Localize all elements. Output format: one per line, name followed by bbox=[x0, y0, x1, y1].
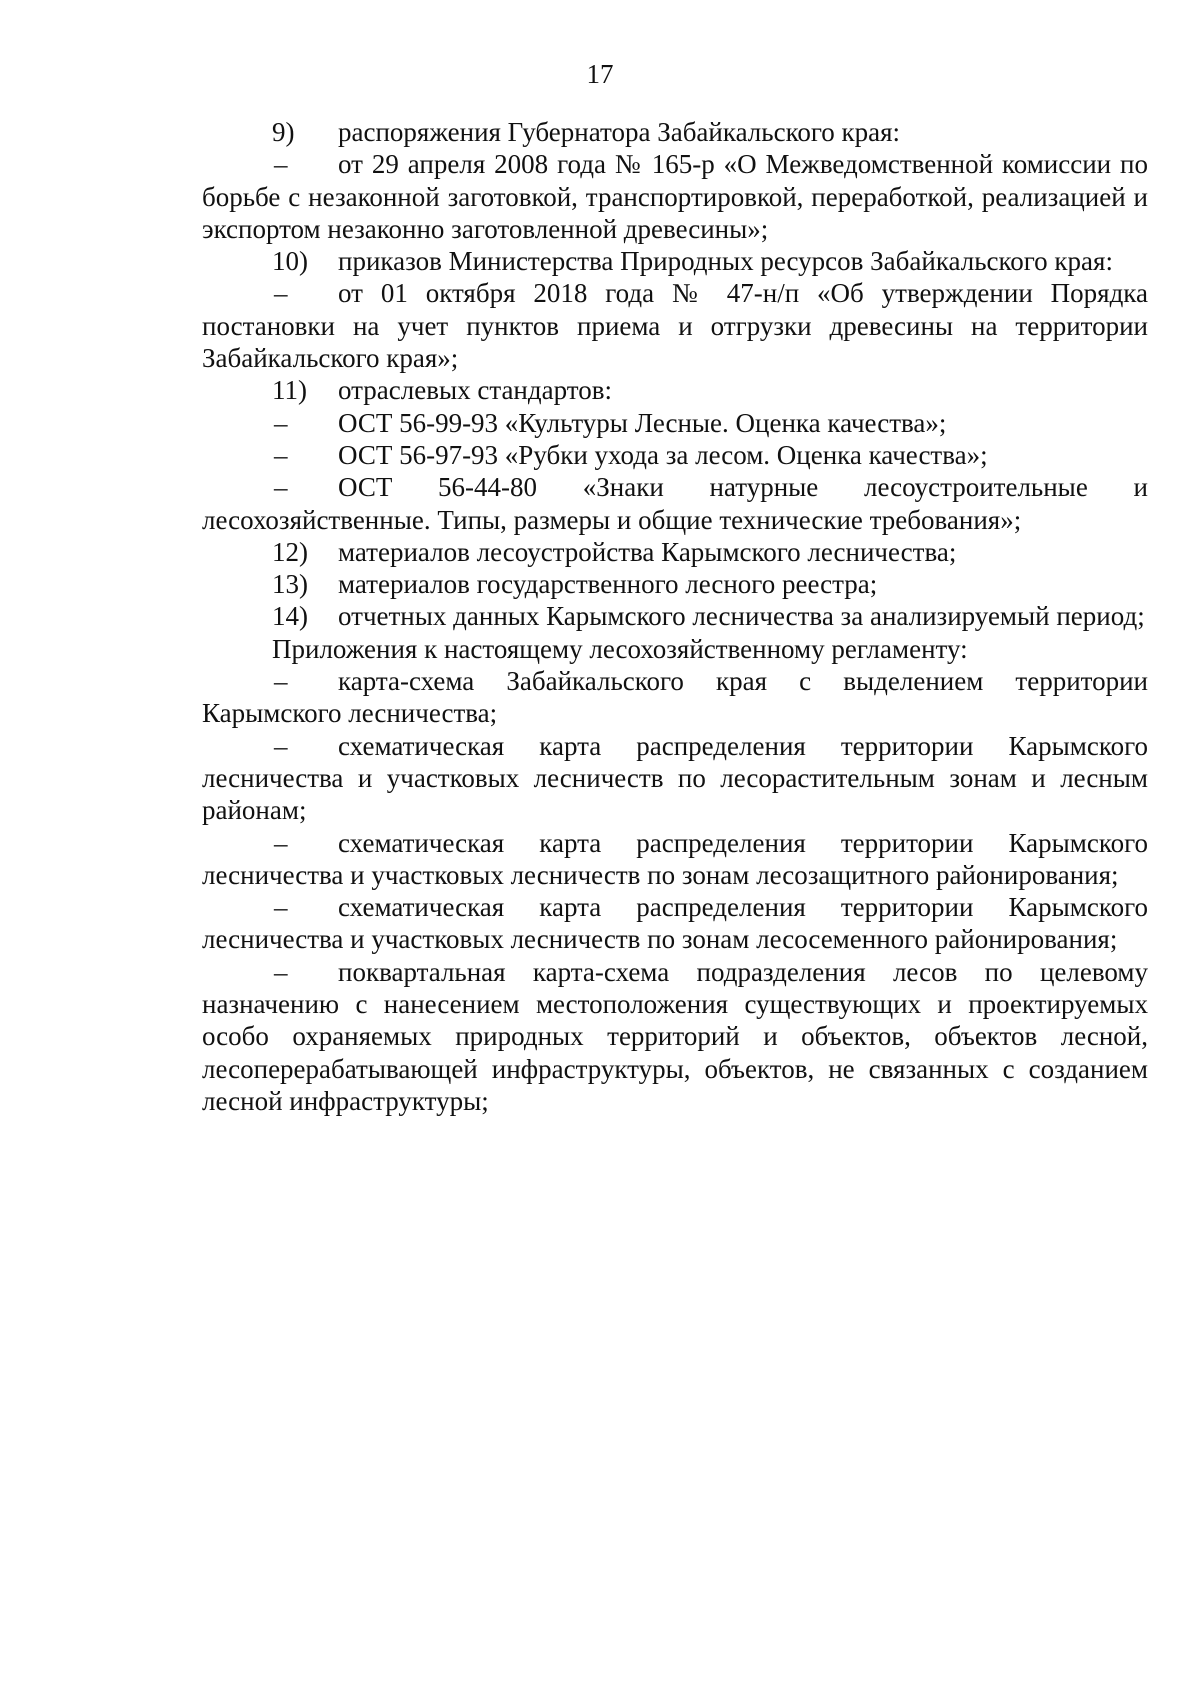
dash-marker: – bbox=[274, 827, 288, 858]
list-item-11 bbox=[202, 374, 1148, 406]
list-item-14 bbox=[202, 600, 1148, 632]
item-text: материалов государственного лесного реестра; bbox=[338, 569, 878, 600]
page-number: 17 bbox=[586, 59, 614, 89]
list-item-10 bbox=[202, 245, 1148, 277]
item-text: ОСТ 56-99-93 «Культуры Лесные. Оценка качества»; bbox=[338, 407, 947, 438]
dash-marker: – bbox=[274, 730, 288, 761]
item-marker: 12) bbox=[272, 536, 308, 567]
item-text: поквартальная карта-схема подразделения лесов по целевому назначению с нанесением местоположения существующих и проектируемых особо охраняемых природных территорий и объектов, объектов лесной, лесоперерабатывающей инфраструктуры, объектов, не связанных с созданием лесной инфраструктуры; bbox=[202, 956, 1148, 1116]
item-text: схематическая карта распределения территории Карымского лесничества и участковых лесничеств по зонам лесосеменного районирования; bbox=[202, 892, 1148, 955]
item-text: от 29 апреля 2008 года № 165-р «О Межведомственной комиссии по борьбе с незаконной заготовкой, транспортировкой, переработкой, реализацией и экспортом незаконно заготовленной древесины»; bbox=[202, 149, 1148, 244]
item-text: отраслевых стандартов: bbox=[338, 375, 612, 406]
item-marker: 14) bbox=[272, 601, 308, 632]
item-marker: 13) bbox=[272, 569, 308, 600]
dash-item bbox=[202, 665, 1148, 730]
item-text: материалов лесоустройства Карымского лесничества; bbox=[338, 536, 957, 567]
item-text: отчетных данных Карымского лесничества за анализируемый период; bbox=[338, 601, 1145, 632]
dash-item bbox=[202, 730, 1148, 827]
dash-item bbox=[202, 439, 1148, 471]
document-body bbox=[202, 116, 1148, 1117]
list-item-13 bbox=[202, 568, 1148, 600]
dash-item bbox=[202, 407, 1148, 439]
dash-item bbox=[202, 277, 1148, 374]
appendix-heading: Приложения к настоящему лесохозяйственному регламенту: bbox=[272, 633, 968, 664]
dash-item bbox=[202, 827, 1148, 892]
item-text: ОСТ 56-44-80 «Знаки натурные лесоустроительные и лесохозяйственные. Типы, размеры и общие технические требования»; bbox=[202, 472, 1148, 535]
dash-marker: – bbox=[274, 149, 288, 180]
dash-marker: – bbox=[274, 472, 288, 503]
item-marker: 10) bbox=[272, 246, 308, 277]
item-text: схематическая карта распределения территории Карымского лесничества и участковых лесничеств по зонам лесозащитного районирования; bbox=[202, 827, 1148, 890]
item-marker: 9) bbox=[272, 117, 295, 147]
dash-marker: – bbox=[274, 439, 288, 470]
dash-item bbox=[202, 891, 1148, 956]
item-text: приказов Министерства Природных ресурсов Забайкальского края: bbox=[338, 246, 1113, 277]
item-text: от 01 октября 2018 года № 47-н/п «Об утверждении Порядка постановки на учет пунктов приема и отгрузки древесины на территории Забайкальского края»; bbox=[202, 278, 1148, 374]
dash-marker: – bbox=[274, 278, 288, 309]
list-item-12 bbox=[202, 536, 1148, 568]
dash-marker: – bbox=[274, 407, 288, 438]
dash-marker: – bbox=[274, 666, 288, 697]
dash-marker: – bbox=[274, 892, 288, 923]
item-marker: 11) bbox=[272, 375, 307, 406]
list-item-9 bbox=[202, 116, 1148, 148]
dash-item bbox=[202, 956, 1148, 1117]
item-text: распоряжения Губернатора Забайкальского края: bbox=[338, 117, 900, 147]
item-text: ОСТ 56-97-93 «Рубки ухода за лесом. Оценка качества»; bbox=[338, 439, 988, 470]
dash-item bbox=[202, 471, 1148, 536]
dash-marker: – bbox=[274, 956, 288, 987]
item-text: схематическая карта распределения территории Карымского лесничества и участковых лесничеств по лесорастительным зонам и лесным районам; bbox=[202, 730, 1148, 826]
item-text: карта-схема Забайкальского края с выделением территории Карымского лесничества; bbox=[202, 666, 1148, 729]
dash-item bbox=[202, 148, 1148, 245]
